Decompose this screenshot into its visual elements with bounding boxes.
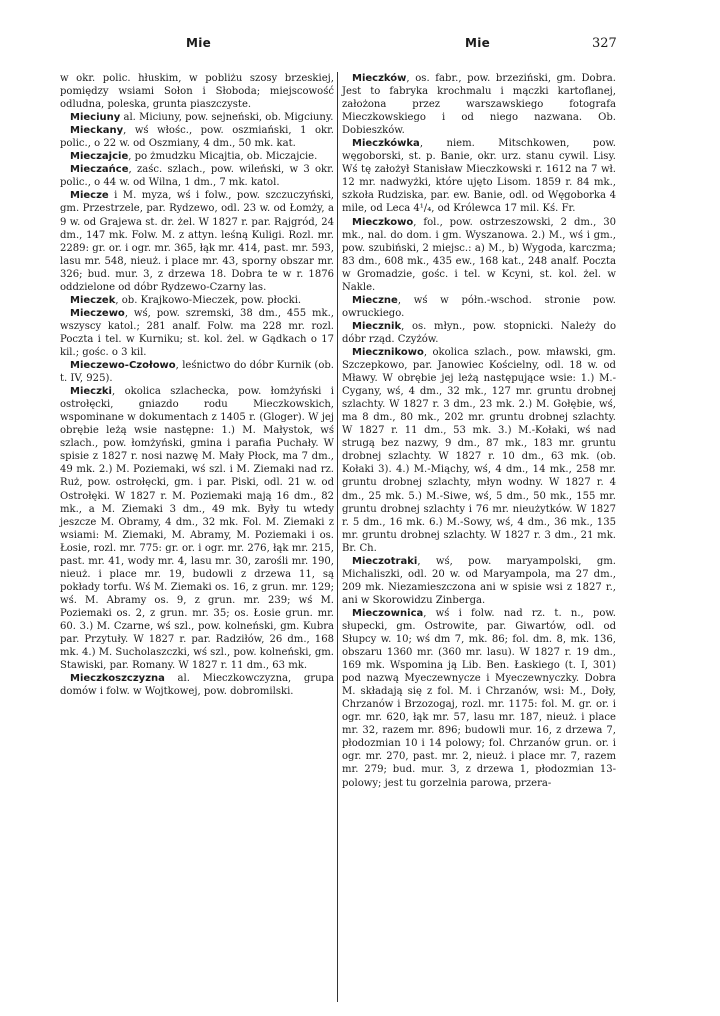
- entry-headword: Mieczne: [352, 294, 398, 306]
- entry-headword: Mieczek: [70, 294, 116, 306]
- entry-text: , po żmudzku Micajtia, ob. Miczajcie.: [128, 151, 318, 163]
- entry: [60, 72, 334, 111]
- entry-headword: Mieczajcie: [70, 151, 129, 163]
- entry: [342, 216, 616, 294]
- entry-text: , wś w półn.-wschod. stronie pow. owruckiego.: [342, 294, 616, 319]
- entry-headword: Mieczkoszczyzna: [70, 673, 165, 685]
- entry: [60, 385, 334, 672]
- running-head-right: Mie: [465, 36, 491, 50]
- entry: [342, 320, 616, 346]
- entry-text: al. Miciuny, pow. sejneński, ob. Migciuny.: [120, 112, 334, 124]
- entry-text: , os. młyn., pow. stopnicki. Należy do dóbr rząd. Czyżów.: [342, 320, 616, 345]
- entry-headword: Mieczki: [70, 386, 112, 398]
- entry-text: , okolica szlachecka, pow. łomżyński i ostrołęcki, gniazdo rodu Mieczkowskich, wspominane w dokumentach z 1405 r. (Gloger). W jej obrębie leżą wsie następne: 1.) M. Małystok, wś szlach., pow. łomżyński, gmina i parafia Puchały. W spisie z 1827 r. nosi nazwę M. Mały Płock, ma 7 dm., 49 mk. 2.) M. Poziemaki, wś szl. i M. Ziemaki nad rz. Ruż, pow. ostrołęcki, gm. i par. Piski, odl. 21 w. od Ostrołęki. W 1827 r. M. Poziemaki mają 16 dm., 82 mk., a M. Ziemaki 3 dm., 49 mk. Były tu wtedy jeszcze M. Obramy, 4 dm., 32 mk. Fol. M. Ziemaki z wsiami: M. Ziemaki, M. Abramy, M. Poziemaki i os. Łosie, rozl. mr. 775: gr. or. i ogr. mr. 276, łąk mr. 215, past. mr. 41, wody mr. 4, lasu mr. 30, zarośli mr. 190, nieuż. i place mr. 19, budowli z drzewa 11, są pokłady torfu. Wś M. Ziemaki os. 16, z grun. mr. 129; wś. M. Abramy os. 9, z grun. mr. 239; wś M. Poziemaki os. 2, z grun. mr. 35; os. Łosie grun. mr. 60. 3.) M. Czarne, wś szl., pow. kolneński, gm. Kubra par. Przytuły. W 1827 r. par. Radziłów, 26 dm., 168 mk. 4.) M. Sucholaszczki, wś szl., pow. kolneński, gm. Stawiski, par. Romany. W 1827 r. 11 dm., 63 mk.: [60, 386, 334, 672]
- entry: [60, 163, 334, 189]
- entry-text: w okr. polic. hłuskim, w pobliżu szosy brzeskiej, pomiędzy wsiami Sołon i Słoboda; miejscowość odludna, poleska, grunta piaszczyste.: [60, 73, 334, 111]
- entry-headword: Miecznikowo: [352, 346, 424, 358]
- entry-text: , os. fabr., pow. brzeziński, gm. Dobra. Jest to fabryka krochmalu i mączki kartoflanej, założona przez warszawskiego fotografa Mieczkowskiego i od niego nazwana. Ob. Dobieszków.: [342, 73, 616, 137]
- entry: [342, 607, 616, 790]
- entry: [342, 137, 616, 215]
- entry-headword: Mieczkówka: [352, 138, 420, 150]
- entry-text: al. Mieczkowczyzna, grupa domów i folw. w Wojtkowej, pow. dobromilski.: [60, 673, 334, 698]
- entry-headword: Mieczewo: [70, 307, 125, 319]
- entry: [60, 294, 334, 307]
- entry-headword: Miecze: [70, 190, 109, 202]
- entry: [342, 294, 616, 320]
- entry-text: , wś, pow. szremski, 38 dm., 455 mk., wszyscy katol.; 281 analf. Folw. ma 228 mr. rozl. Poczta i tel. w Kurniku; st. kol. żel. w Gądkach o 17 kil.; gośc. o 3 kil.: [60, 307, 334, 358]
- entry-text: , wś włośc., pow. oszmiański, 1 okr. polic., o 22 w. od Oszmiany, 4 dm., 50 mk. kat.: [60, 125, 334, 150]
- entry-text: , okolica szlach., pow. mławski, gm. Szczepkowo, par. Janowiec Kościelny, odl. 18 w. od Mławy. W obrębie jej leżą następujące wsie: 1.) M.-Cygany, wś, 4 dm., 32 mk., 127 mr. gruntu drobnej szlachty. W 1827 r. 3 dm., 23 mk. 2.) M. Gołębie, wś, ma 8 dm., 80 mk., 202 mr. gruntu drobnej szlachty. W 1827 r. 11 dm., 53 mk. 3.) M.-Kołaki, wś nad strugą bez nazwy, 9 dm., 87 mk., 183 mr. gruntu drobnej szlachty. W 1827 r. 10 dm., 63 mk. (ob. Kołaki 3). 4.) M.-Miąchy, wś, 4 dm., 14 mk., 258 mr. gruntu drobnej szlachty, młyn wodny. W 1827 r. 4 dm., 25 mk. 5.) M.-Siwe, wś, 5 dm., 50 mk., 155 mr. gruntu drobnej szlachty i 76 mr. nieużytków. W 1827 r. 5 dm., 16 mk. 6.) M.-Sowy, wś, 4 dm., 36 mk., 135 mr. gruntu drobnej szlachty. W 1827 r. 3 dm., 21 mk. Br. Ch.: [342, 346, 616, 554]
- entry-text: , ob. Krajkowo-Mieczek, pow. płocki.: [115, 294, 302, 306]
- entry-text: , fol., pow. ostrzeszowski, 2 dm., 30 mk., nal. do dom. i gm. Wyszanowa. 2.) M., wś i gm., pow. szubiński, 2 miejsc.: a) M., b) Wygoda, karczma; 83 dm., 608 mk., 435 ew., 168 kat., 248 analf. Poczta w Gromadzie, gośc. i tel. w Kcyni, st. kol. żel. w Nakle.: [342, 216, 616, 293]
- entry: [342, 346, 616, 555]
- entry-text: i M. myza, wś i folw., pow. szczuczyński, gm. Przestrzele, par. Rydzewo, odl. 23 w. od Łomży, a 9 w. od Grajewa st. dr. żel. W 1827 r. par. Rajgród, 24 dm., 147 mk. Folw. M. z attyn. leśną Kuligi. Rozl. mr. 2289: gr. or. i ogr. mr. 365, łąk mr. 414, past. mr. 593, lasu mr. 548, nieuż. i place mr. 43, sporny obszar mr. 326; bud. mur. 3, z drzewa 18. Dobra te w r. 1876 oddzielone od dóbr Rydzewo-Czarny las.: [60, 190, 334, 293]
- entry: [60, 672, 334, 698]
- entry-headword: Mieciuny: [70, 112, 121, 124]
- entry-text: , wś i folw. nad rz. t. n., pow. słupecki, gm. Ostrowite, par. Giwartów, odl. od Słupcy w. 10; wś dm 7, mk. 86; fol. dm. 8, mk. 136, obszaru 1360 mr. (360 mr. lasu). W 1827 r. 19 dm., 169 mk. Wspomina ją Lib. Ben. Łaskiego (t. I, 301) pod nazwą Myeczewnycze i Myeczewnyczky. Dobra M. składają się z fol. M. i Chrzanów, wsi: M., Doły, Chrzanów i Brzozogaj, rozl. mr. 1175: fol. M. gr. or. i ogr. mr. 620, łąk mr. 57, lasu mr. 187, nieuż. i place mr. 32, razem mr. 896; budowli mur. 16, z drzewa 7, płodozmian 10 i 14 polowy; fol. Chrzanów grun. or. i ogr. mr. 270, past. mr. 2, nieuż. i place mr. 7, razem mr. 279; bud. mur. 3, z drzewa 1, płodozmian 13-polowy; jest tu gorzelnia parowa, przera-: [342, 607, 616, 789]
- entry: [342, 555, 616, 607]
- entry-text: , wś, pow. maryampolski, gm. Michaliszki, odl. 20 w. od Maryampola, ma 27 dm., 209 mk. Niezamieszczona ani w spisie wsi z 1827 r., ani w Skorowidzu Zinberga.: [342, 555, 616, 606]
- entry-text: , niem. Mitschkowen, pow. węgoborski, st. p. Banie, okr. urz. stanu cywil. Lisy. Wś tę założył Stanisław Mieczkowski r. 1612 na 7 wł. 12 mr. nadwyżki, które ujęto Lisom. 1859 r. 84 mk., szkoła Rudziska, par. ew. Banie, odl. od Węgoborka 4 mile, od Leca 4¹/₄, od Królewca 17 mil. Kś. Fr.: [342, 138, 616, 215]
- entry: [60, 124, 334, 150]
- entry-headword: Mieczków: [352, 73, 407, 84]
- entry-headword: Mieczotraki: [352, 555, 418, 567]
- entry-headword: Mieckany: [70, 125, 124, 137]
- entry-text: , zaśc. szlach., pow. wileński, w 3 okr. polic., o 44 w. od Wilna, 1 dm., 7 mk. katol.: [60, 164, 334, 189]
- entry-headword: Mieczańce: [70, 164, 129, 176]
- entry-headword: Mieczownica: [352, 607, 424, 619]
- entry-headword: Miecznik: [352, 320, 402, 332]
- right-column: [342, 72, 616, 790]
- column-divider: [337, 72, 338, 1002]
- page-number: 327: [592, 36, 617, 51]
- running-head-left: Mie: [186, 36, 212, 50]
- entry: [60, 307, 334, 359]
- entry: [60, 150, 334, 163]
- entry: [60, 111, 334, 124]
- page-header: [0, 36, 720, 56]
- entry: [60, 189, 334, 293]
- entry-text: , leśnictwo do dóbr Kurnik (ob. t. IV, 925).: [60, 360, 334, 385]
- entry-headword: Mieczkowo: [352, 216, 414, 228]
- left-column: [60, 72, 334, 698]
- entry: [60, 359, 334, 385]
- entry-headword: Mieczewo-Czołowo: [70, 360, 176, 372]
- entry: [342, 72, 616, 137]
